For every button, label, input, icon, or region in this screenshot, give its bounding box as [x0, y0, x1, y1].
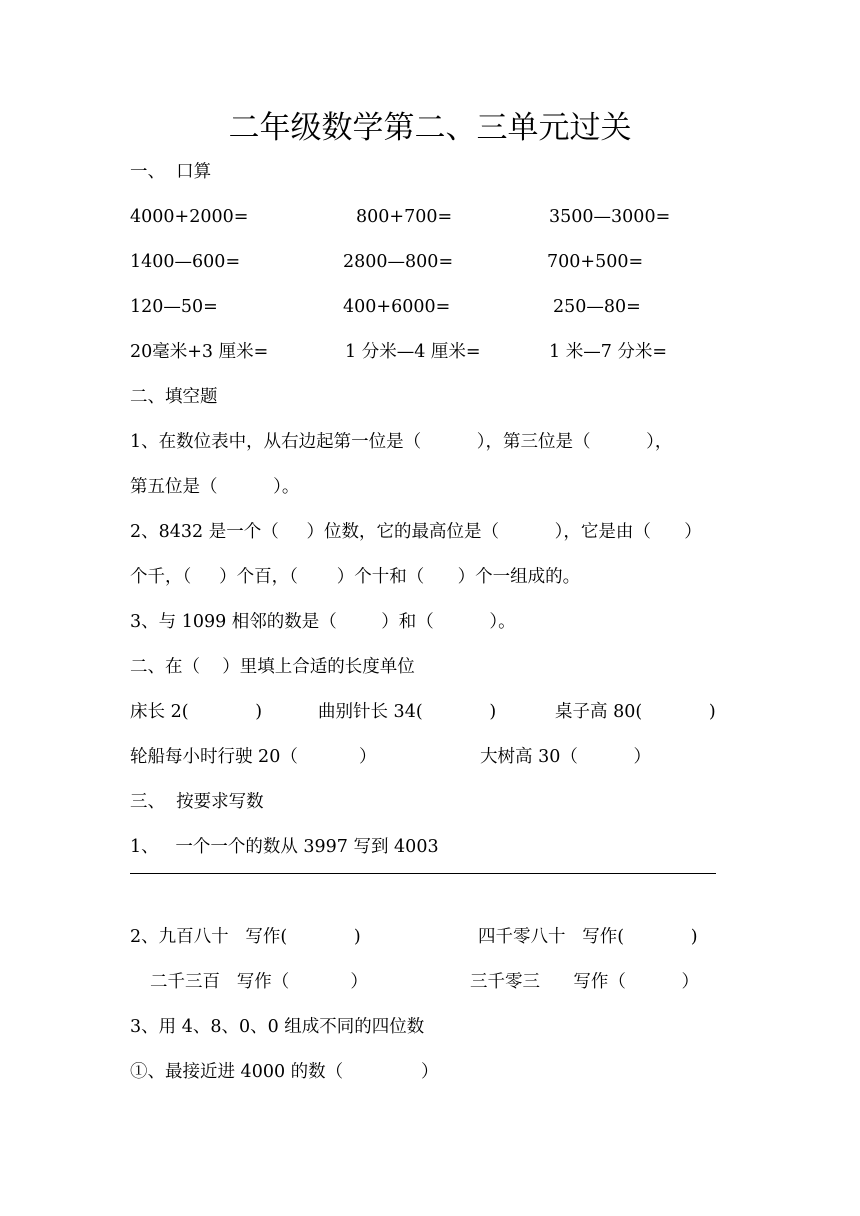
oral-problem: 3500—3000= [549, 207, 671, 227]
write-question: 二千三百 写作（ ） [150, 972, 368, 992]
write-question: 三千零三 写作（ ） [470, 972, 700, 992]
oral-problem: 250—80= [553, 297, 641, 317]
unit-question: 轮船每小时行驶 20（ ） [130, 747, 377, 767]
write-question: 1、 一个一个的数从 3997 写到 4003 [130, 837, 439, 857]
oral-problem: 400+6000= [343, 297, 451, 317]
fill-question: 第五位是（ ）。 [130, 477, 300, 497]
oral-problem: 20毫米+3 厘米= [130, 342, 269, 362]
fill-question: 3、与 1099 相邻的数是（ ）和（ ）。 [130, 612, 516, 632]
section-heading-write: 三、 按要求写数 [130, 792, 264, 812]
fill-question: 个千，（ ）个百，（ ）个十和（ ）个一组成的。 [130, 567, 581, 587]
oral-problem: 4000+2000= [130, 207, 249, 227]
oral-problem: 120—50= [130, 297, 218, 317]
unit-question: 桌子高 80( ) [555, 702, 716, 722]
write-question: 2、九百八十 写作( ) [130, 927, 361, 947]
answer-line [130, 873, 716, 874]
oral-problem: 1 分米—4 厘米= [345, 342, 481, 362]
oral-problem: 700+500= [547, 252, 644, 272]
section-heading-fill: 二、填空题 [130, 387, 218, 407]
write-question: 四千零八十 写作( ) [478, 927, 698, 947]
write-question: ①、最接近进 4000 的数（ ） [130, 1062, 439, 1082]
oral-problem: 800+700= [356, 207, 453, 227]
oral-problem: 1 米—7 分米= [549, 342, 668, 362]
unit-question: 床长 2( ) [130, 702, 263, 722]
section-heading-units: 二、在（ ）里填上合适的长度单位 [130, 657, 415, 677]
unit-question: 大树高 30（ ） [480, 747, 651, 767]
write-question: 3、用 4、8、0、0 组成不同的四位数 [130, 1017, 425, 1037]
page-title: 二年级数学第二、三单元过关 [228, 110, 632, 146]
fill-question: 2、8432 是一个（ ）位数，它的最高位是（ ），它是由（ ） [130, 522, 702, 542]
oral-problem: 2800—800= [343, 252, 454, 272]
unit-question: 曲别针长 34( ) [318, 702, 497, 722]
fill-question: 1、在数位表中，从右边起第一位是（ ），第三位是（ ）， [130, 432, 673, 452]
oral-problem: 1400—600= [130, 252, 241, 272]
section-heading-oral: 一、 口算 [130, 162, 212, 182]
